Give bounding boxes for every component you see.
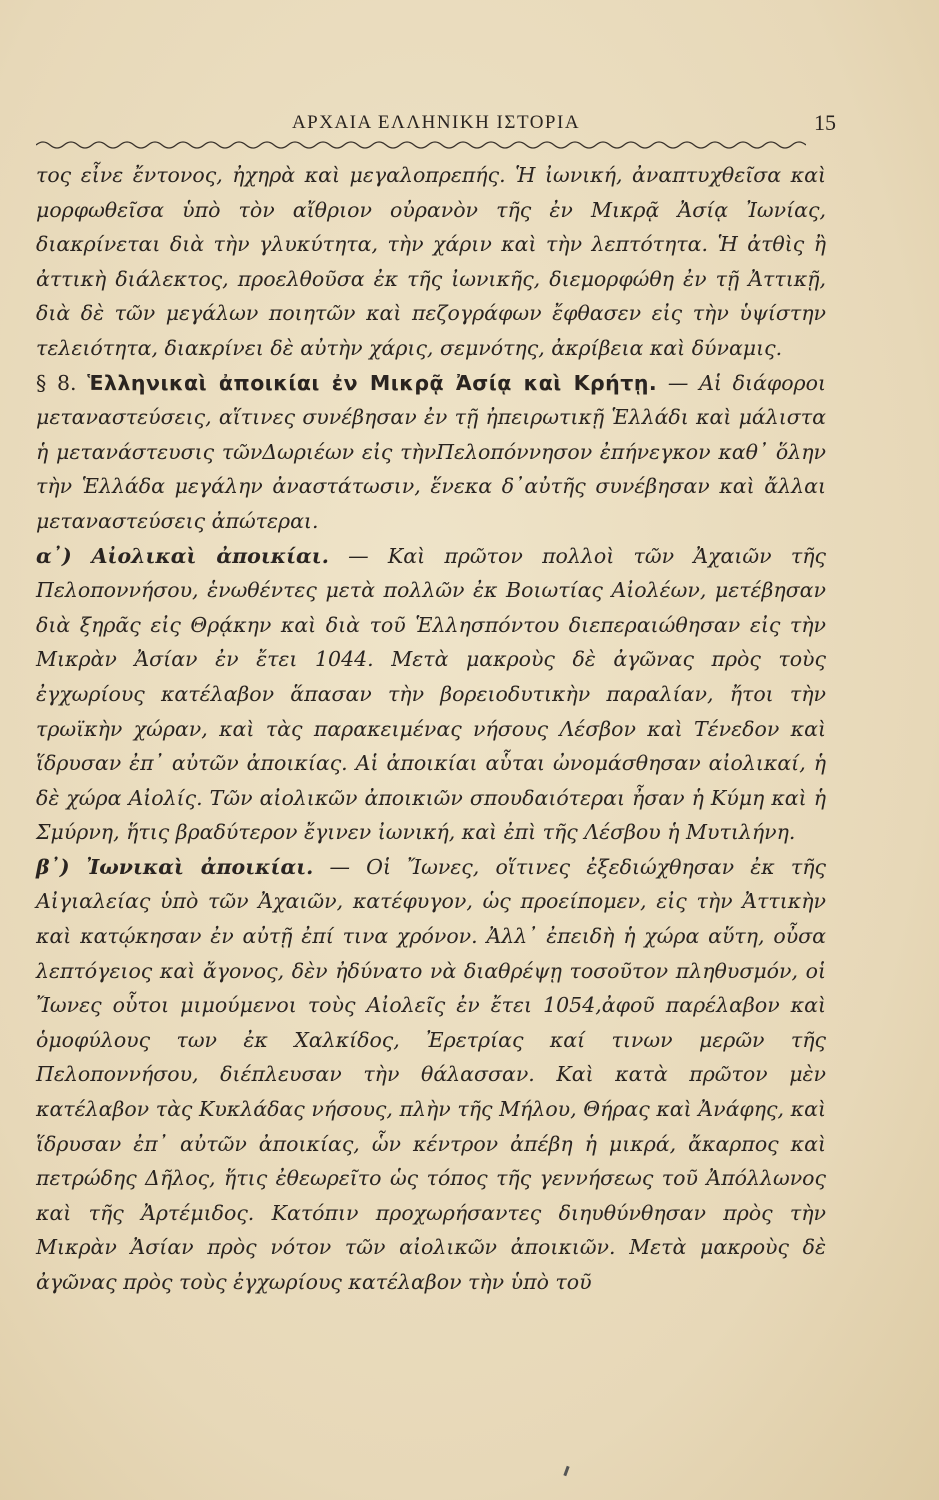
wavy-rule <box>36 138 806 152</box>
paragraph-ionian-text: — Οἱ Ἴωνες, οἵτινες ἐξεδιώχθησαν ἐκ τῆς Αἰγιαλείας ὑπὸ τῶν Ἀχαιῶν, κατέφυγον, ὡς προείπομεν, εἰς τὴν Ἀττικὴν καὶ κατῴκησαν ἐν αὐτῇ ἐπί τινα χρόνον. Ἀλλ᾽ ἐπειδὴ ἡ χώρα αὕτη, οὖσα λεπτόγειος καὶ ἄγονος, δὲν ἠδύνατο νὰ διαθρέψῃ τοσοῦτον πληθυσμόν, οἱ Ἴωνες οὗτοι μιμούμενοι τοὺς Αἰολεῖς ἐν ἔτει 1054,ἀφοῦ παρέλαβον καὶ ὁμοφύλους των ἐκ Χαλκίδος, Ἐρετρίας καί τινων μερῶν τῆς Πελοποννήσου, διέπλευσαν τὴν θάλασσαν. Καὶ κατὰ πρῶτον μὲν κατέλαβον τὰς Κυκλάδας νήσους, πλὴν τῆς Μήλου, Θήρας καὶ Ἀνάφης, καὶ ἵδρυσαν ἐπ᾽ αὐτῶν ἀποικίας, ὧν κέντρον ἀπέβη ἡ μικρά, ἄκαρπος καὶ πετρώδης Δῆλος, ἥτις ἐθεωρεῖτο ὡς τόπος τῆς γεννήσεως τοῦ Ἀπόλλωνος καὶ τῆς Ἀρτέμιδος. Κατόπιν προχωρήσαντες διηυθύνθησαν πρὸς τὴν Μικρὰν Ἀσίαν πρὸς νότον τῶν αἰολικῶν ἀποικιῶν. Μετὰ μακροὺς δὲ ἀγῶνας πρὸς τοὺς ἐγχωρίους κατέλαβον τὴν ὑπὸ τοῦ <box>36 854 826 1294</box>
paragraph-dialects: τος εἶνε ἔντονος, ἠχηρὰ καὶ μεγαλοπρεπής. Ἡ ἰωνική, ἀναπτυχθεῖσα καὶ μορφωθεῖσα ὑπὸ τὸν αἴθριον οὐρανὸν τῆς ἐν Μικρᾷ Ἀσίᾳ Ἰωνίας, διακρίνεται διὰ τὴν γλυκύτητα, τὴν χάριν καὶ τὴν λεπτότητα. Ἡ ἀτθὶς ἢ ἀττικὴ διάλεκτος, προελθοῦσα ἐκ τῆς ἰωνικῆς, διεμορφώθη ἐν τῇ Ἀττικῇ, διὰ δὲ τῶν μεγάλων ποιητῶν καὶ πεζογράφων ἔφθασεν εἰς τὴν ὑψίστην τελειότητα, διακρίνει δὲ αὐτὴν χάρις, σεμνότης, ἀκρίβεια καὶ δύναμις. <box>36 163 826 360</box>
page-number: 15 <box>814 110 836 135</box>
paragraph-aeolian-text: — Καὶ πρῶτον πολλοὶ τῶν Ἀχαιῶν τῆς Πελοποννήσου, ἑνωθέντες μετὰ πολλῶν ἐκ Βοιωτίας Αἰολέων, μετέβησαν διὰ ξηρᾶς εἰς Θρᾴκην καὶ διὰ τοῦ Ἑλλησπόντου διεπεραιώθησαν εἰς τὴν Μικρὰν Ἀσίαν ἐν ἔτει 1044. Μετὰ μακροὺς δὲ ἀγῶνας πρὸς τοὺς ἐγχωρίους κατέλαβον ἅπασαν τὴν βορειοδυτικὴν παραλίαν, ἤτοι τὴν τρωϊκὴν χώραν, καὶ τὰς παρακειμένας νήσους Λέσβον καὶ Τένεδον καὶ ἵδρυσαν ἐπ᾽ αὐτῶν ἀποικίας. Αἱ ἀποικίαι αὗται ὠνομάσθησαν αἰολικαί, ἡ δὲ χώρα Αἰολίς. Τῶν αἰολικῶν ἀποικιῶν σπουδαιότεραι ἦσαν ἡ Κύμη καὶ ἡ Σμύρνη, ἥτις βραδύτερον ἔγινεν ἰωνική, καὶ ἐπὶ τῆς Λέσβου ἡ Μυτιλήνη. <box>36 543 826 845</box>
subheading-aeolian: α᾽) Αἰολικαὶ ἀποικίαι. <box>36 543 329 568</box>
ink-mark <box>563 1466 569 1476</box>
paragraph-section-8 <box>36 366 826 539</box>
body-text <box>36 158 826 1300</box>
paragraph-migrations: — Αἱ διάφοροι μεταναστεύσεις, αἵτινες συνέβησαν ἐν τῇ ἠπειρωτικῇ Ἑλλάδι καὶ μάλιστα ἡ μετανάστευσις τῶνΔωριέων εἰς τὴνΠελοπόννησον ἐπήνεγκον καθ᾽ ὅλην τὴν Ἑλλάδα μεγάλην ἀναστάτωσιν, ἕνεκα δ᾽αὐτῆς συνέβησαν καὶ ἄλλαι μεταναστεύσεις ἀπώτεραι. <box>36 370 826 533</box>
paragraph-aeolian <box>36 539 826 850</box>
paragraph-ionian <box>36 850 826 1300</box>
section-number: § 8. <box>36 370 77 395</box>
running-title: ΑΡΧΑΙΑ ΕΛΛΗΝΙΚΗ ΙΣΤΟΡΙΑ <box>291 112 581 133</box>
section-title: Ἑλληνικαὶ ἀποικίαι ἐν Μικρᾷ Ἀσίᾳ καὶ Κρήτῃ. <box>87 370 658 395</box>
subheading-ionian: β᾽) Ἰωνικαὶ ἀποικίαι. <box>36 854 314 879</box>
